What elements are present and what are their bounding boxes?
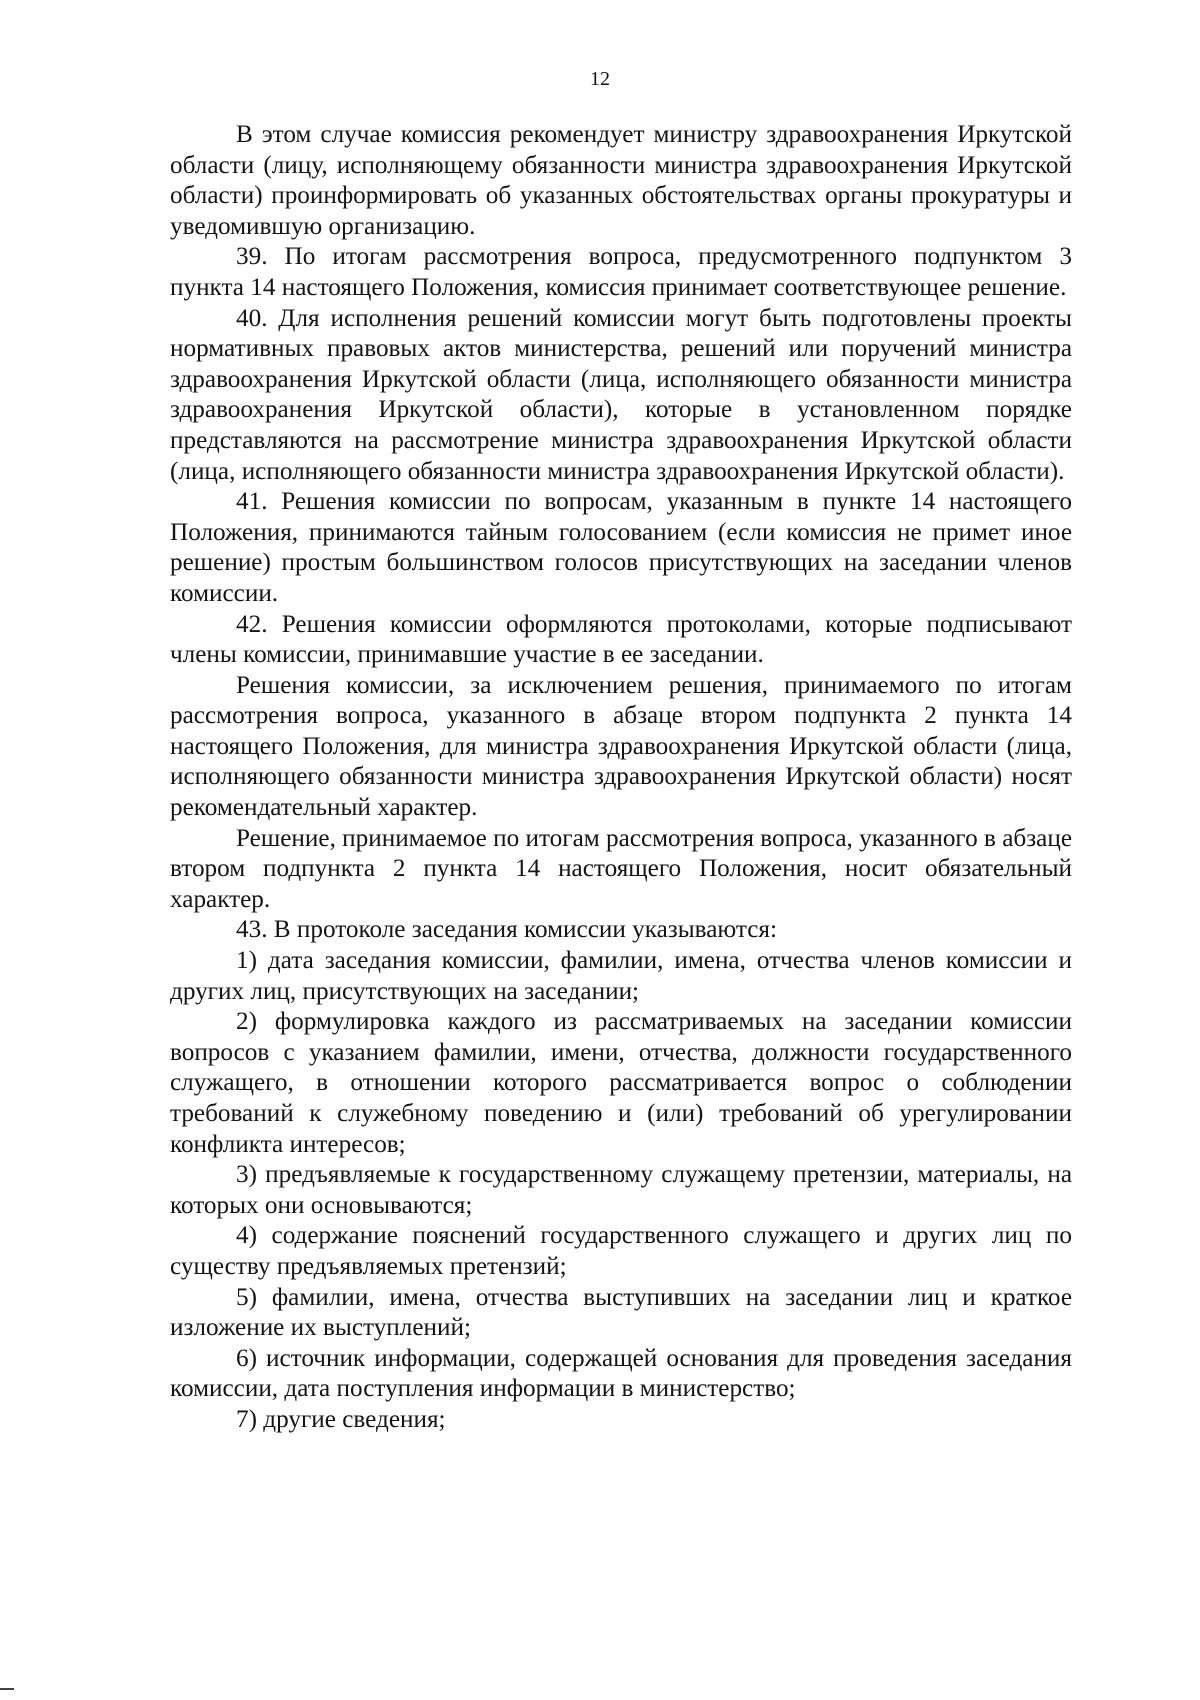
paragraph-item-39: 39. По итогам рассмотрения вопроса, предусмотренного подпунктом 3 пункта 14 настоящего Положения, комиссия принимает соответствующее решение. [170,243,1072,301]
list-item-2: 2) формулировка каждого из рассматриваемых на заседании комиссии вопросов с указанием фамилии, имени, отчества, должности государственного служащего, в отношении которого рассматривается вопрос о соблюдении требований к служебному поведению и (или) требований об урегулировании конфликта интересов; [170,1008,1072,1158]
paragraph-item-42: 42. Решения комиссии оформляются протоколами, которые подписывают члены комиссии, принимавшие участие в ее заседании. [170,610,1072,669]
list-item-5: 5) фамилии, имена, отчества выступивших на заседании лиц и краткое изложение их выступлений; [170,1283,1072,1342]
list-item-1: 1) дата заседания комиссии, фамилии, имена, отчества членов комиссии и других лиц, присутствующих на заседании; [170,947,1072,1005]
paragraph-mandatory-nature: Решение, принимаемое по итогам рассмотрения вопроса, указанного в абзаце втором подпункта 2 пункта 14 настоящего Положения, носит обязательный характер. [170,824,1072,913]
list-item-4: 4) содержание пояснений государственного служащего и других лиц по существу предъявляемых претензий; [170,1222,1072,1280]
paragraph-item-41: 41. Решения комиссии по вопросам, указанным в пункте 14 настоящего Положения, принимаются тайным голосованием (если комиссия не примет иное решение) простым большинством голосов присутствующих на заседании членов комиссии. [170,488,1072,607]
list-item-3: 3) предъявляемые к государственному служащему претензии, материалы, на которых они основываются; [170,1161,1072,1219]
scan-edge-mark [0,1688,14,1690]
paragraph-recommendatory-nature: Решения комиссии, за исключением решения, принимаемого по итогам рассмотрения вопроса, указанного в абзаце втором подпункта 2 пункта 14 настоящего Положения, для министра здравоохранения Иркутской области (лица, исполняющего обязанности министра здравоохранения Иркутской области) носят рекомендательный характер. [170,671,1072,822]
document-body [170,120,1072,1436]
page-number: 12 [590,68,610,90]
paragraph-item-40: 40. Для исполнения решений комиссии могут быть подготовлены проекты нормативных правовых актов министерства, решений или поручений министра здравоохранения Иркутской области (лица, исполняющего обязанности министра здравоохранения Иркутской области), которые в установленном порядке представляются на рассмотрение министра здравоохранения Иркутской области (лица, исполняющего обязанности министра здравоохранения Иркутской области). [170,304,1072,485]
paragraph-commission-recommendation: В этом случае комиссия рекомендует министру здравоохранения Иркутской области (лицу, исполняющему обязанности министра здравоохранения Иркутской области) проинформировать об указанных обстоятельствах органы прокуратуры и уведомившую организацию. [170,121,1072,240]
list-item-6: 6) источник информации, содержащей основания для проведения заседания комиссии, дата поступления информации в министерство; [170,1344,1072,1403]
paragraph-item-43: 43. В протоколе заседания комиссии указываются: [236,916,777,944]
list-item-7: 7) другие сведения; [236,1405,446,1433]
